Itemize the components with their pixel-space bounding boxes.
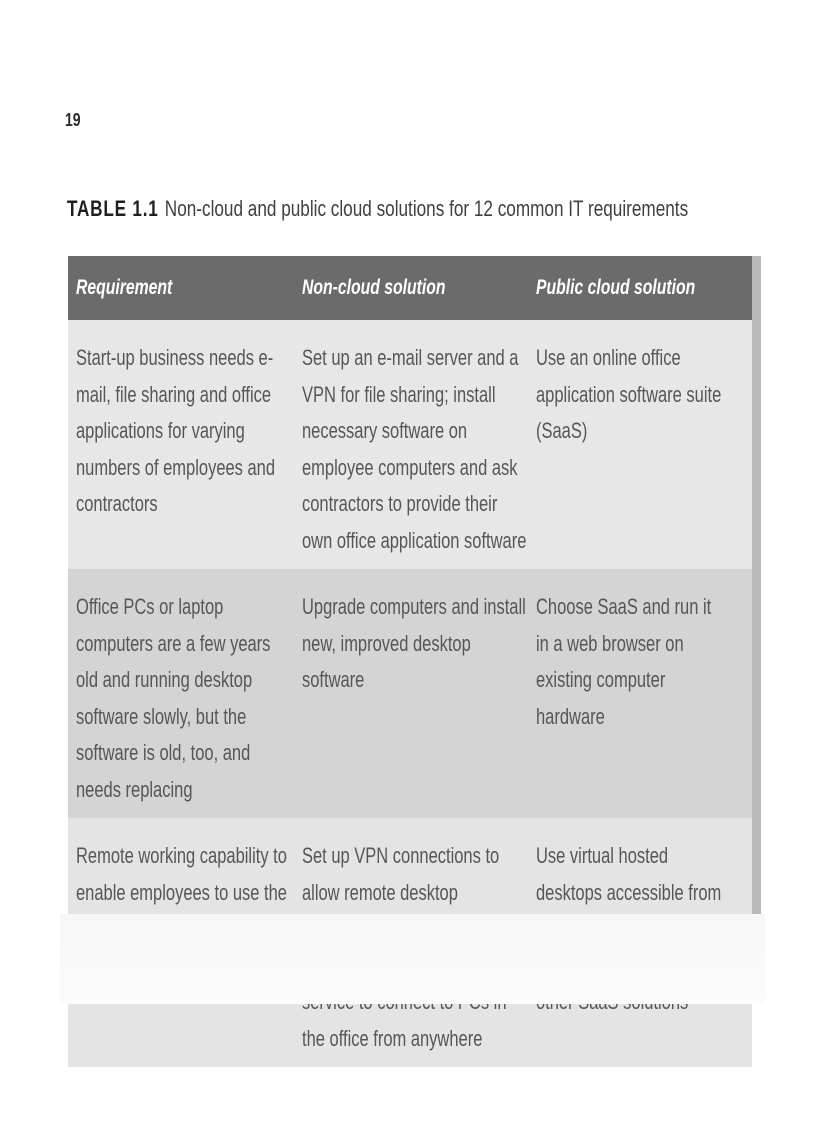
- cell-public-cloud-solution: Use virtual hosted desktops accessible from: [536, 843, 722, 905]
- cell-public-cloud-solution: Use an online office application software suite (SaaS): [536, 345, 722, 443]
- cell-non-cloud-solution: Upgrade computers and install new, improved desktop software: [302, 594, 526, 692]
- page-number: 19: [65, 110, 81, 130]
- page-fade-band: [60, 914, 765, 1004]
- cell-requirement: Start-up business needs e-mail, file sharing and office applications for varying numbers of employees and contractors: [76, 345, 276, 516]
- cell-non-cloud-solution: Set up an e-mail server and a VPN for file sharing; install necessary software on employee computers and ask contractors to provide their own office application software: [302, 345, 527, 553]
- table-caption-label: TABLE 1.1: [67, 196, 159, 221]
- table-row: [68, 569, 752, 818]
- table-caption: [67, 196, 688, 222]
- cell-requirement: Office PCs or laptop computers are a few years old and running desktop software slowly, but the software is old, too, and needs replacing: [76, 594, 271, 802]
- header-public-cloud-solution: Public cloud solution: [536, 276, 696, 299]
- header-requirement: Requirement: [76, 276, 173, 299]
- cell-non-cloud-solution: Set up VPN connections to allow remote desktop the office from anywhere: [302, 843, 500, 1051]
- header-non-cloud-solution: Non-cloud solution: [302, 276, 446, 299]
- table-row: [68, 320, 752, 569]
- table-caption-text: Non-cloud and public cloud solutions for 12 common IT requirements: [164, 196, 689, 221]
- cell-requirement: Remote working capability to enable employees to use the: [76, 843, 287, 905]
- table-header-row: [68, 256, 752, 320]
- cell-public-cloud-solution: Choose SaaS and run it in a web browser on existing computer hardware: [536, 594, 712, 729]
